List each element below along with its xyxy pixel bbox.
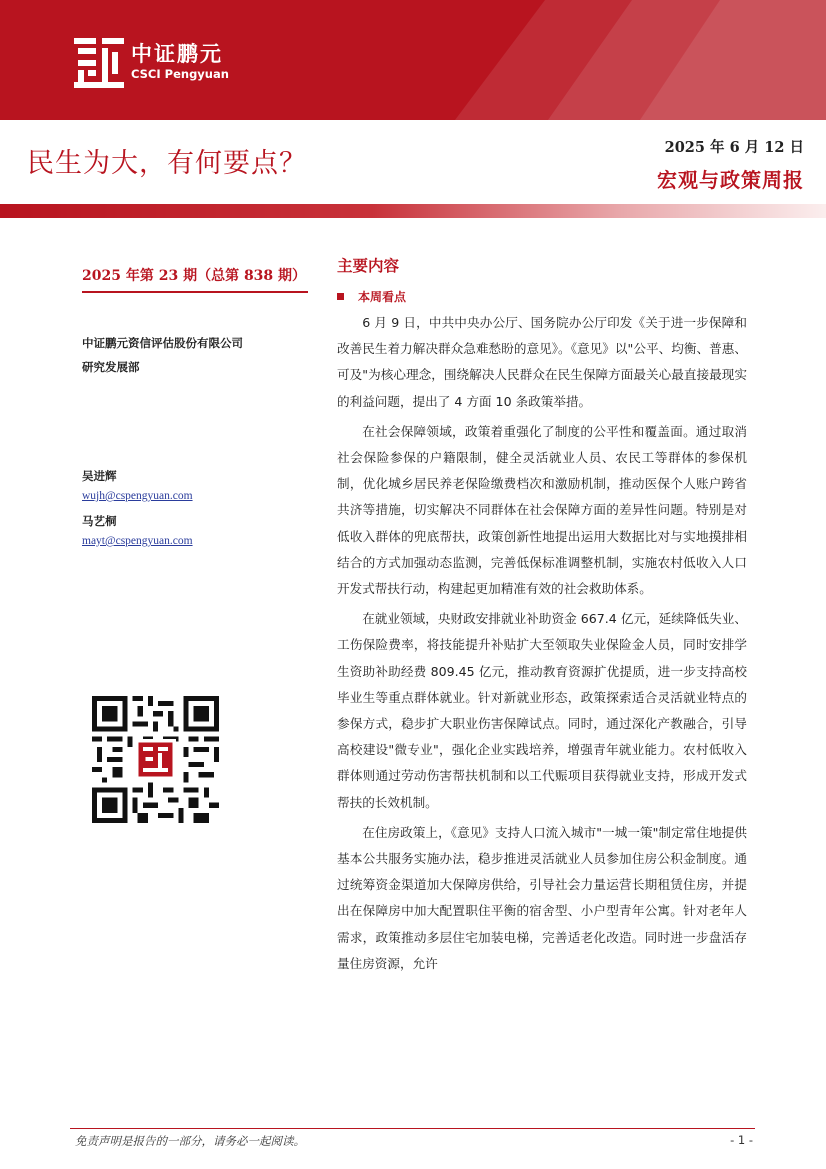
footer-divider (70, 1128, 755, 1129)
report-date: 2025 年 6 月 12 日 (664, 139, 804, 156)
article-body (337, 310, 747, 981)
page-number: - 1 - (730, 1133, 753, 1147)
paragraph: 在就业领域，央财政安排就业补助资金 667.4 亿元，延续降低失业、工伤保险费率，将技能提升补贴扩大至领取失业保险金人员，同时安排学生资助补助经费 809.45 亿元，推动教育资源扩优提质，进一步支持高校毕业生等重点群体就业。针对新就业形态，政策探索适合灵活就业特点的参保方式，稳步扩大职业伤害保障试点。同时，通过深化产教融合，引导高校建设"微专业"，强化企业实践培养，增强青年就业能力。农村低收入群体则通过劳动伤害帮扶机制和以工代赈项目获得就业支持，形成开发式帮扶的长效机制。 (337, 611, 747, 810)
department-name: 研究发展部 (82, 360, 140, 374)
analyst-name: 吴进辉 (82, 469, 117, 483)
qr-code-icon (92, 696, 219, 823)
issue-divider (82, 291, 308, 293)
paragraph: 在住房政策上，《意见》支持人口流入城市"一城一策"制定常住地提供基本公共服务实施办法，稳步推进灵活就业人员参加住房公积金制度。通过统筹资金渠道加大保障房供给，引导社会力量运营长期租赁住房，并提出在保障房中加大配置职住平衡的宿舍型、小户型青年公寓。针对老年人需求，政策推动多层住宅加装电梯，完善适老化改造。同时进一步盘活存量住房资源，允许 (337, 824, 747, 971)
header-banner (0, 0, 826, 120)
disclaimer: 免责声明是报告的一部分，请务必一起阅读。 (75, 1134, 305, 1148)
issue-number: 2025 年第 23 期（总第 838 期） (82, 268, 307, 284)
paragraph: 在社会保障领域，政策着重强化了制度的公平性和覆盖面。通过取消社会保险参保的户籍限制，健全灵活就业人员、农民工等群体的参保机制，优化城乡居民养老保险缴费档次和激励机制，推动医保个人账户跨省共济等措施，切实解决不同群体在社会保障方面的差异性问题。特别是对低收入群体的兜底帮扶，政策创新性地提出运用大数据比对与实地摸排相结合的方式加强动态监测，完善低保标准调整机制，实施农村低收入人口开发式帮扶行动，构建起更加精准有效的社会救助体系。 (337, 423, 747, 597)
analyst-name: 马艺桐 (82, 514, 117, 528)
analyst-email-link[interactable]: mayt@cspengyuan.com (82, 535, 193, 547)
company-logo-icon (74, 38, 124, 88)
main-heading: 主要内容 (337, 257, 400, 275)
section-heading (337, 288, 406, 305)
company-name: 中证鹏元资信评估股份有限公司 (82, 336, 243, 350)
logo-name-en: CSCI Pengyuan (131, 67, 229, 81)
logo-name-cn: 中证鹏元 (131, 42, 223, 66)
analyst-email-link[interactable]: wujh@cspengyuan.com (82, 490, 193, 502)
square-bullet-icon (337, 293, 344, 300)
paragraph: 6 月 9 日，中共中央办公厅、国务院办公厅印发《关于进一步保障和改善民生着力解决群众急难愁盼的意见》。《意见》以"公平、均衡、普惠、可及"为核心理念，围绕解决人民群众在民生保障方面最关心最直接最现实的利益问题，提出了 4 方面 10 条政策举措。 (337, 315, 747, 409)
section-title: 本周看点 (358, 290, 407, 304)
report-type: 宏观与政策周报 (657, 168, 804, 192)
header-divider (0, 204, 826, 218)
page-title: 民生为大，有何要点？ (27, 148, 307, 179)
